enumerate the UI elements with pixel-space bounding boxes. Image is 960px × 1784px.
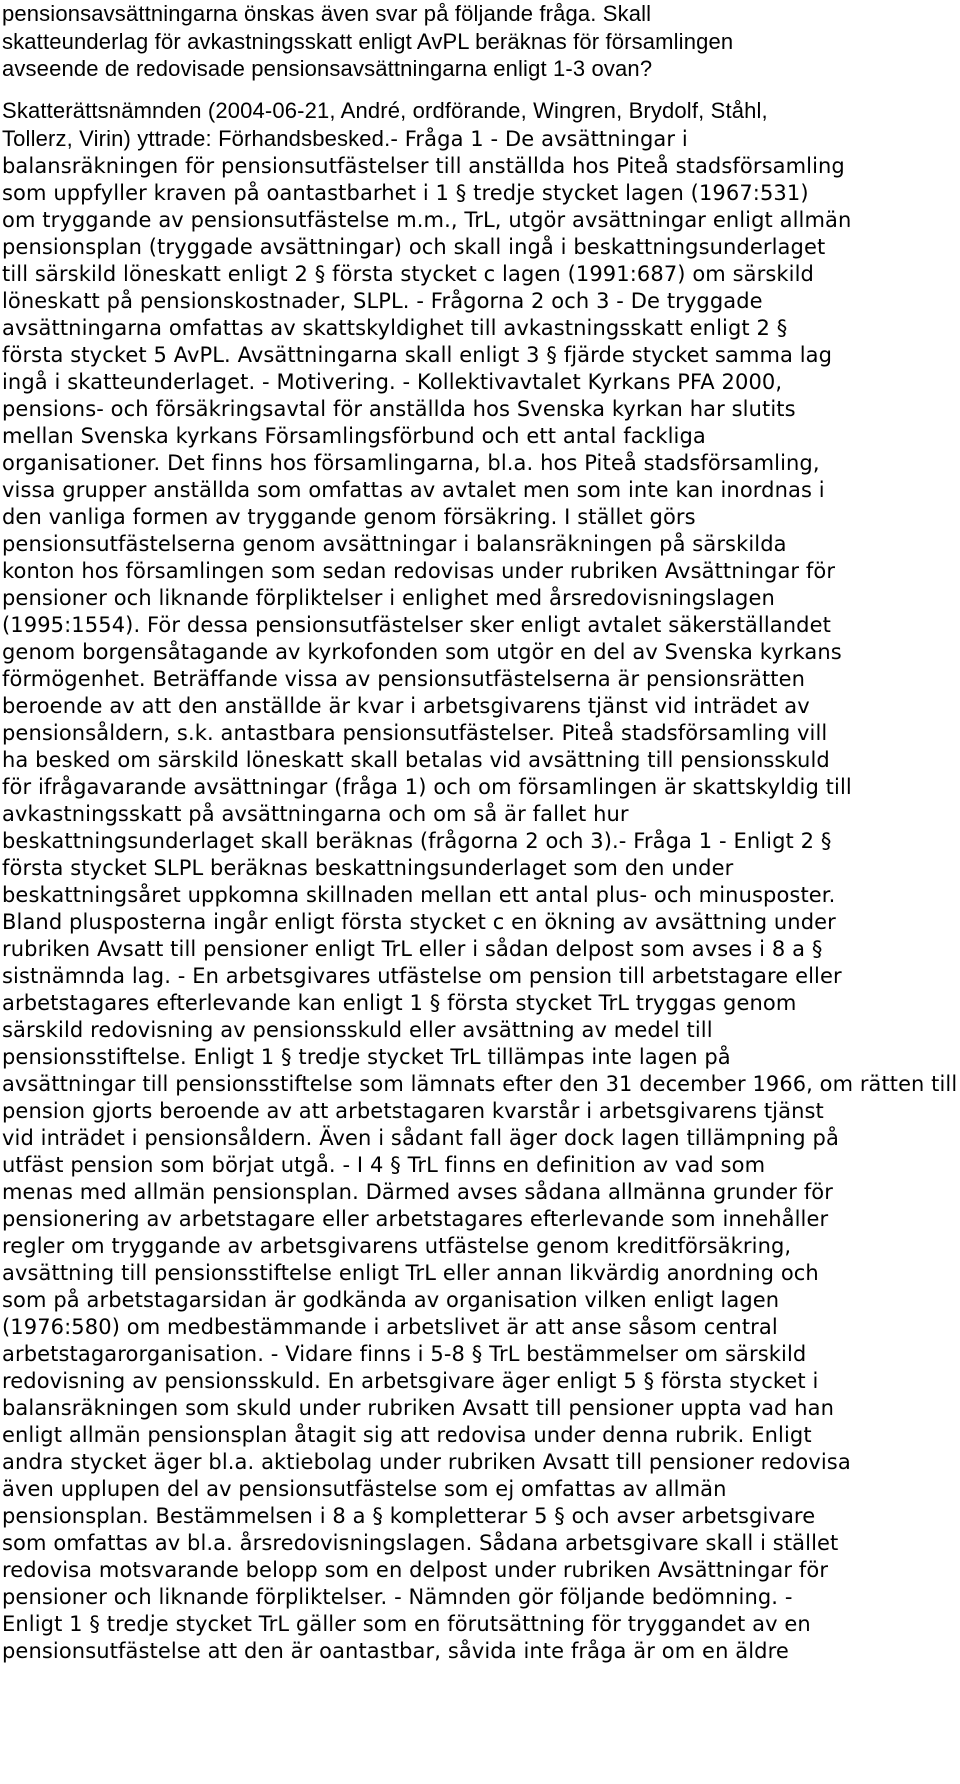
text-line: pension gjorts beroende av att arbetstagaren kvarstår i arbetsgivarens tjänst (2, 1099, 824, 1123)
text-line: andra stycket äger bl.a. aktiebolag under rubriken Avsatt till pensioner redovisa (2, 1450, 851, 1474)
text-line: (1976:580) om medbestämmande i arbetslivet är att anse såsom central (2, 1315, 778, 1339)
text-line: redovisning av pensionsskuld. En arbetsgivare äger enligt 5 § första stycket i (2, 1369, 819, 1393)
text-line: löneskatt på pensionskostnader, SLPL. - Frågorna 2 och 3 - De tryggade (2, 289, 763, 313)
text-line: Enligt 1 § tredje stycket TrL gäller som en förutsättning för tryggandet av en (2, 1612, 811, 1636)
text-line: pensionsplan (tryggade avsättningar) och skall ingå i beskattningsunderlaget (2, 235, 826, 259)
text-line: avsättningar till pensionsstiftelse som lämnats efter den 31 december 1966, om rätten till (2, 1072, 958, 1096)
text-line: utfäst pension som börjat utgå. - I 4 § TrL finns en definition av vad som (2, 1153, 766, 1177)
text-line: om tryggande av pensionsutfästelse m.m., TrL, utgör avsättningar enligt allmän (2, 208, 852, 232)
text-line: första stycket SLPL beräknas beskattningsunderlaget som den under (2, 856, 734, 880)
text-line: skatteunderlag för avkastningsskatt enligt AvPL beräknas för församlingen (2, 29, 734, 54)
text-line: pensioner och liknande förpliktelser i enlighet med årsredovisningslagen (2, 586, 775, 610)
text-line: Bland plusposterna ingår enligt första stycket c en ökning av avsättning under (2, 910, 836, 934)
text-line: pensionering av arbetstagare eller arbetstagares efterlevande som innehåller (2, 1207, 829, 1231)
text-line: beskattningsunderlaget skall beräknas (frågorna 2 och 3).- Fråga 1 - Enligt 2 § (2, 829, 832, 853)
text-line: till särskild löneskatt enligt 2 § första stycket c lagen (1991:687) om särskild (2, 262, 814, 286)
text-line: (1995:1554). För dessa pensionsutfästelser sker enligt avtalet säkerställandet (2, 613, 831, 637)
text-line: Skatterättsnämnden (2004-06-21, André, ordförande, Wingren, Brydolf, Ståhl, (2, 98, 768, 123)
text-line: balansräkningen för pensionsutfästelser till anställda hos Piteå stadsförsamling (2, 154, 845, 178)
text-line: regler om tryggande av arbetsgivarens utfästelse genom kreditförsäkring, (2, 1234, 792, 1258)
text-line: pensionsutfästelse att den är oantastbar, såvida inte fråga är om en äldre (2, 1639, 789, 1663)
text-line: arbetstagares efterlevande kan enligt 1 § första stycket TrL tryggas genom (2, 991, 797, 1015)
text-line: konton hos församlingen som sedan redovisas under rubriken Avsättningar för (2, 559, 836, 583)
text-line: rubriken Avsatt till pensioner enligt TrL eller i sådan delpost som avses i 8 a § (2, 937, 823, 961)
text-line: pensions- och försäkringsavtal för anställda hos Svenska kyrkan har slutits (2, 397, 796, 421)
text-line: redovisa motsvarande belopp som en delpost under rubriken Avsättningar för (2, 1558, 829, 1582)
text-line: den vanliga formen av tryggande genom försäkring. I stället görs (2, 505, 696, 529)
text-line: pensioner och liknande förpliktelser. - Nämnden gör följande bedömning. - (2, 1585, 793, 1609)
text-line: vid inträdet i pensionsåldern. Även i sådant fall äger dock lagen tillämpning på (2, 1126, 839, 1150)
text-line: menas med allmän pensionsplan. Därmed avses sådana allmänna grunder för (2, 1180, 833, 1204)
text-segment: Tollerz, Virin) yttrade: Förhandsbesked. (2, 126, 391, 151)
text-line: pensionsstiftelse. Enligt 1 § tredje stycket TrL tillämpas inte lagen på (2, 1045, 731, 1069)
text-line: för ifrågavarande avsättningar (fråga 1) och om församlingen är skattskyldig till (2, 775, 852, 799)
text-line: pensionsavsättningarna önskas även svar på följande fråga. Skall (2, 1, 652, 26)
text-line: organisationer. Det finns hos församlingarna, bl.a. hos Piteå stadsförsamling, (2, 451, 820, 475)
text-line: avkastningsskatt på avsättningarna och om så är fallet hur (2, 802, 629, 826)
text-line: pensionsutfästelserna genom avsättningar i balansräkningen på särskilda (2, 532, 787, 556)
text-line: vissa grupper anställda som omfattas av avtalet men som inte kan inordnas i (2, 478, 825, 502)
text-line: första stycket 5 AvPL. Avsättningarna skall enligt 3 § fjärde stycket samma lag (2, 343, 833, 367)
text-line: beskattningsåret uppkomna skillnaden mellan ett antal plus- och minusposter. (2, 883, 836, 907)
text-line-mixed (2, 125, 688, 153)
text-line: avseende de redovisade pensionsavsättningarna enligt 1-3 ovan? (2, 56, 653, 81)
text-line: ha besked om särskild löneskatt skall betalas vid avsättning till pensionsskuld (2, 748, 830, 772)
text-line: ingå i skatteunderlaget. - Motivering. - Kollektivavtalet Kyrkans PFA 2000, (2, 370, 783, 394)
text-line: arbetstagarorganisation. - Vidare finns i 5-8 § TrL bestämmelser om särskild (2, 1342, 807, 1366)
text-line: avsättning till pensionsstiftelse enligt TrL eller annan likvärdig anordning och (2, 1261, 819, 1285)
text-line: pensionsplan. Bestämmelsen i 8 a § kompletterar 5 § och avser arbetsgivare (2, 1504, 816, 1528)
text-line: beroende av att den anställde är kvar i arbetsgivarens tjänst vid inträdet av (2, 694, 810, 718)
text-line: som uppfyller kraven på oantastbarhet i 1 § tredje stycket lagen (1967:531) (2, 181, 809, 205)
text-line: även upplupen del av pensionsutfästelse som ej omfattas av allmän (2, 1477, 727, 1501)
text-line: sistnämnda lag. - En arbetsgivares utfästelse om pension till arbetstagare eller (2, 964, 842, 988)
text-line: som omfattas av bl.a. årsredovisningslagen. Sådana arbetsgivare skall i stället (2, 1531, 839, 1555)
text-line: förmögenhet. Beträffande vissa av pensionsutfästelserna är pensionsrätten (2, 667, 806, 691)
text-line: balansräkningen som skuld under rubriken Avsatt till pensioner uppta vad han (2, 1396, 835, 1420)
text-line: genom borgensåtagande av kyrkofonden som utgör en del av Svenska kyrkans (2, 640, 842, 664)
text-line: särskild redovisning av pensionsskuld eller avsättning av medel till (2, 1018, 713, 1042)
text-line: avsättningarna omfattas av skattskyldighet till avkastningsskatt enligt 2 § (2, 316, 788, 340)
text-line: mellan Svenska kyrkans Församlingsförbund och ett antal fackliga (2, 424, 706, 448)
text-segment: - Fråga 1 - De avsättningar i (390, 127, 688, 151)
text-line: som på arbetstagarsidan är godkända av organisation vilken enligt lagen (2, 1288, 780, 1312)
text-line: pensionsåldern, s.k. antastbara pensionsutfästelser. Piteå stadsförsamling vill (2, 721, 828, 745)
text-line: enligt allmän pensionsplan åtagit sig att redovisa under denna rubrik. Enligt (2, 1423, 812, 1447)
